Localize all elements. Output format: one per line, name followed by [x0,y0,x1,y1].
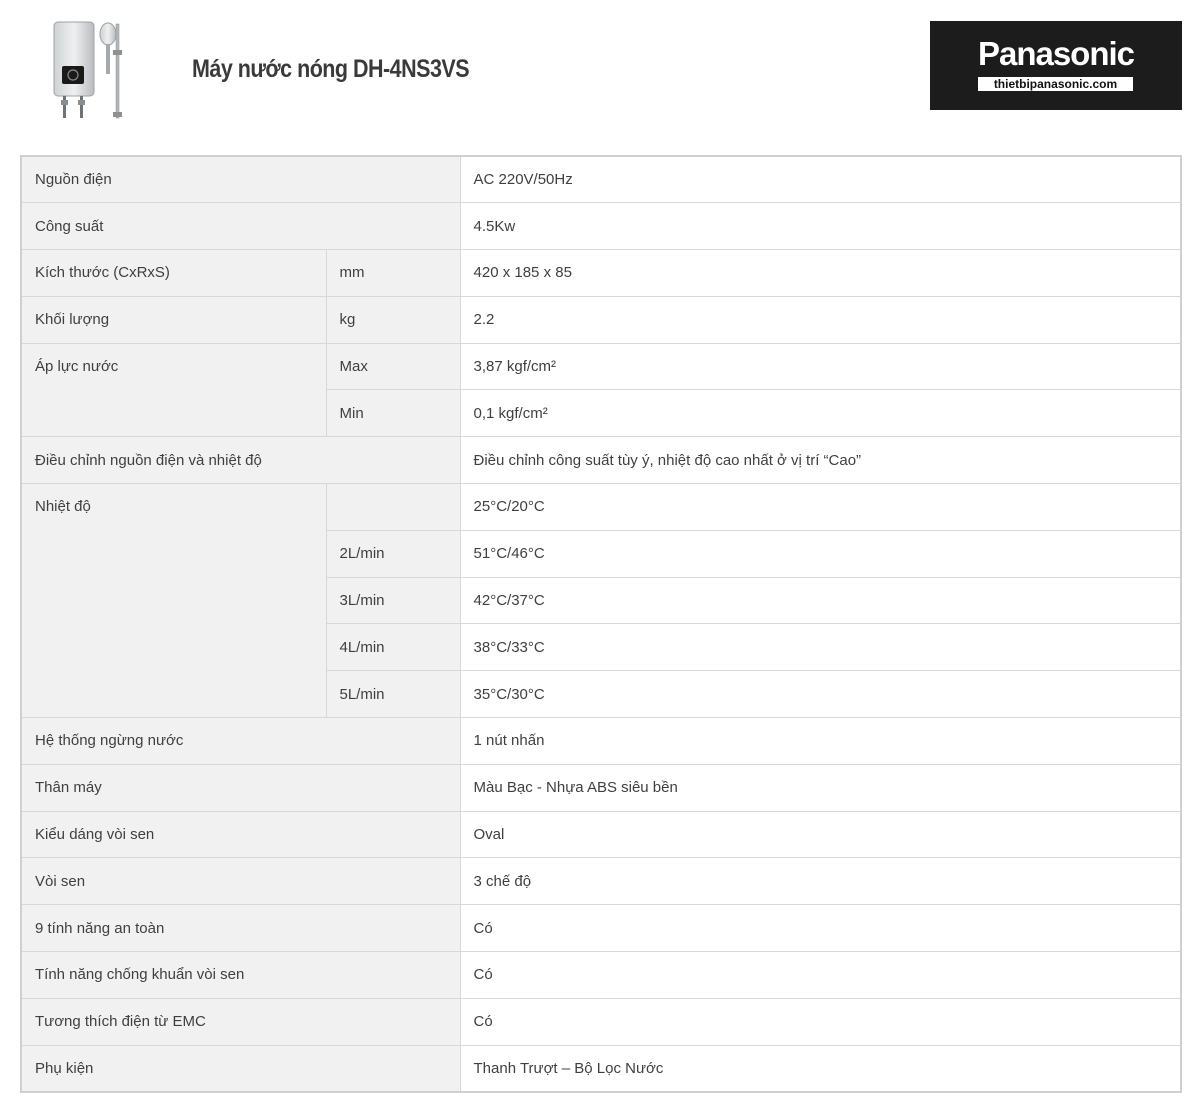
brand-logo [930,21,1182,110]
spec-label: Nhiệt độ [21,484,326,718]
spec-value: Màu Bạc - Nhựa ABS siêu bền [460,764,1181,811]
table-row [21,1045,1181,1092]
spec-value: 42°C/37°C [460,577,1181,624]
spec-label: Tính năng chống khuẩn vòi sen [21,952,460,999]
spec-label: 9 tính năng an toàn [21,905,460,952]
table-row [21,250,1181,297]
page-header [0,0,1200,150]
page-title: Máy nước nóng DH-4NS3VS [192,55,470,83]
spec-unit: 2L/min [326,530,460,577]
spec-value: 0,1 kgf/cm² [460,390,1181,437]
spec-value: 25°C/20°C [460,484,1181,531]
spec-unit: 5L/min [326,671,460,718]
spec-label: Tương thích điện từ EMC [21,998,460,1045]
table-row [21,296,1181,343]
spec-value: 4.5Kw [460,203,1181,250]
brand-site: thietbipanasonic.com [978,77,1133,91]
spec-value: AC 220V/50Hz [460,156,1181,203]
spec-label: Điều chỉnh nguồn điện và nhiệt độ [21,437,460,484]
spec-value: 420 x 185 x 85 [460,250,1181,297]
table-row [21,811,1181,858]
spec-unit: Min [326,390,460,437]
spec-value: 51°C/46°C [460,530,1181,577]
table-row [21,764,1181,811]
spec-value: Điều chỉnh công suất tùy ý, nhiệt độ cao nhất ở vị trí “Cao” [460,437,1181,484]
spec-value: Oval [460,811,1181,858]
spec-label: Thân máy [21,764,460,811]
table-row [21,718,1181,765]
spec-unit [326,484,460,531]
table-row [21,858,1181,905]
spec-unit: mm [326,250,460,297]
spec-value: Có [460,952,1181,999]
spec-label: Hệ thống ngừng nước [21,718,460,765]
spec-value: Có [460,998,1181,1045]
table-row [21,952,1181,999]
spec-label: Kích thước (CxRxS) [21,250,326,297]
spec-value: 1 nút nhấn [460,718,1181,765]
spec-value: 38°C/33°C [460,624,1181,671]
table-row [21,437,1181,484]
brand-name: Panasonic [977,35,1135,72]
spec-value: 35°C/30°C [460,671,1181,718]
table-row [21,905,1181,952]
spec-unit: 3L/min [326,577,460,624]
spec-label: Công suất [21,203,460,250]
spec-label: Vòi sen [21,858,460,905]
table-row [21,203,1181,250]
spec-table [20,155,1182,1093]
table-row [21,484,1181,531]
table-row [21,343,1181,390]
water-heater-with-shower-set-icon [50,20,130,122]
spec-label: Khối lượng [21,296,326,343]
spec-value: Thanh Trượt – Bộ Lọc Nước [460,1045,1181,1092]
spec-label: Nguồn điện [21,156,460,203]
spec-label: Kiểu dáng vòi sen [21,811,460,858]
spec-unit: Max [326,343,460,390]
spec-value: 3,87 kgf/cm² [460,343,1181,390]
table-row [21,156,1181,203]
spec-value: 2.2 [460,296,1181,343]
spec-value: 3 chế độ [460,858,1181,905]
spec-unit: 4L/min [326,624,460,671]
table-row [21,998,1181,1045]
spec-unit: kg [326,296,460,343]
spec-label: Áp lực nước [21,343,326,437]
spec-label: Phụ kiện [21,1045,460,1092]
spec-value: Có [460,905,1181,952]
